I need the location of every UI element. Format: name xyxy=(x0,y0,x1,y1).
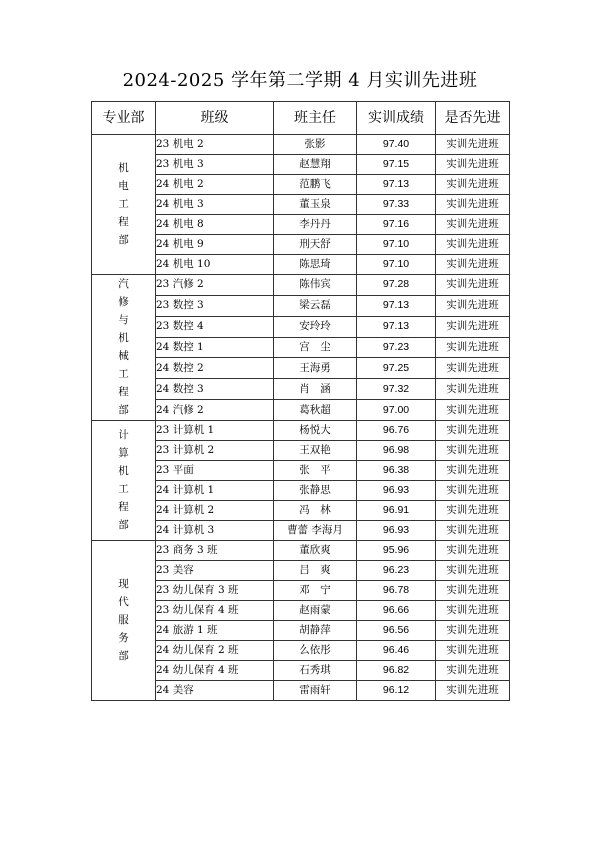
score-cell: 97.10 xyxy=(357,235,436,255)
class-cell: 23 机电 3 xyxy=(156,155,274,175)
class-cell: 24 机电 9 xyxy=(156,235,274,255)
class-cell: 23 计算机 1 xyxy=(156,421,274,441)
score-cell: 96.12 xyxy=(357,681,436,701)
score-cell: 96.76 xyxy=(357,421,436,441)
advanced-cell: 实训先进班 xyxy=(436,541,510,561)
class-cell: 23 幼儿保育 3 班 xyxy=(156,581,274,601)
teacher-cell: 安玲玲 xyxy=(274,316,357,337)
advanced-cell: 实训先进班 xyxy=(436,461,510,481)
advanced-cell: 实训先进班 xyxy=(436,155,510,175)
advanced-cell: 实训先进班 xyxy=(436,501,510,521)
score-cell: 96.66 xyxy=(357,601,436,621)
score-cell: 97.10 xyxy=(357,255,436,275)
advanced-cell: 实训先进班 xyxy=(436,255,510,275)
class-cell: 24 机电 3 xyxy=(156,195,274,215)
advanced-class-table xyxy=(91,101,510,701)
class-cell: 23 幼儿保育 4 班 xyxy=(156,601,274,621)
score-cell: 96.78 xyxy=(357,581,436,601)
advanced-cell: 实训先进班 xyxy=(436,421,510,441)
header-teacher: 班主任 xyxy=(274,102,357,135)
teacher-cell: 胡静萍 xyxy=(274,621,357,641)
teacher-cell: 李丹丹 xyxy=(274,215,357,235)
class-cell: 24 机电 10 xyxy=(156,255,274,275)
score-cell: 97.28 xyxy=(357,275,436,296)
class-cell: 24 计算机 1 xyxy=(156,481,274,501)
score-cell: 96.93 xyxy=(357,521,436,541)
teacher-cell: 赵慧翔 xyxy=(274,155,357,175)
score-cell: 97.23 xyxy=(357,337,436,358)
table-row xyxy=(92,275,510,296)
advanced-cell: 实训先进班 xyxy=(436,581,510,601)
class-cell: 23 机电 2 xyxy=(156,135,274,155)
teacher-cell: 么依彤 xyxy=(274,641,357,661)
class-cell: 24 数控 2 xyxy=(156,358,274,379)
teacher-cell: 邓 宁 xyxy=(274,581,357,601)
score-cell: 97.15 xyxy=(357,155,436,175)
score-cell: 96.93 xyxy=(357,481,436,501)
table-row xyxy=(92,135,510,155)
teacher-cell: 张影 xyxy=(274,135,357,155)
class-cell: 23 数控 3 xyxy=(156,295,274,316)
class-cell: 23 平面 xyxy=(156,461,274,481)
table-row xyxy=(92,541,510,561)
score-cell: 97.33 xyxy=(357,195,436,215)
advanced-cell: 实训先进班 xyxy=(436,337,510,358)
advanced-cell: 实训先进班 xyxy=(436,175,510,195)
score-cell: 97.13 xyxy=(357,175,436,195)
advanced-cell: 实训先进班 xyxy=(436,481,510,501)
class-cell: 24 数控 3 xyxy=(156,379,274,400)
score-cell: 97.32 xyxy=(357,379,436,400)
score-cell: 97.13 xyxy=(357,295,436,316)
department-name: 现代服务部 xyxy=(118,578,129,662)
advanced-cell: 实训先进班 xyxy=(436,135,510,155)
teacher-cell: 董玉泉 xyxy=(274,195,357,215)
teacher-cell: 陈思琦 xyxy=(274,255,357,275)
teacher-cell: 范鹏飞 xyxy=(274,175,357,195)
advanced-cell: 实训先进班 xyxy=(436,641,510,661)
header-score: 实训成绩 xyxy=(357,102,436,135)
department-name: 机电工程部 xyxy=(118,162,129,246)
teacher-cell: 雷雨轩 xyxy=(274,681,357,701)
teacher-cell: 董欣爽 xyxy=(274,541,357,561)
class-cell: 23 汽修 2 xyxy=(156,275,274,296)
class-cell: 24 旅游 1 班 xyxy=(156,621,274,641)
class-cell: 24 机电 8 xyxy=(156,215,274,235)
score-cell: 97.16 xyxy=(357,215,436,235)
advanced-cell: 实训先进班 xyxy=(436,661,510,681)
teacher-cell: 王双艳 xyxy=(274,441,357,461)
class-cell: 23 数控 4 xyxy=(156,316,274,337)
header-department: 专业部 xyxy=(92,102,156,135)
advanced-cell: 实训先进班 xyxy=(436,215,510,235)
advanced-cell: 实训先进班 xyxy=(436,400,510,421)
score-cell: 96.23 xyxy=(357,561,436,581)
score-cell: 97.25 xyxy=(357,358,436,379)
teacher-cell: 宫 尘 xyxy=(274,337,357,358)
score-cell: 97.00 xyxy=(357,400,436,421)
page-title: 2024-2025 学年第二学期 4 月实训先进班 xyxy=(122,70,478,91)
class-cell: 24 计算机 2 xyxy=(156,501,274,521)
advanced-cell: 实训先进班 xyxy=(436,379,510,400)
score-cell: 96.56 xyxy=(357,621,436,641)
advanced-cell: 实训先进班 xyxy=(436,295,510,316)
advanced-cell: 实训先进班 xyxy=(436,195,510,215)
class-cell: 24 美容 xyxy=(156,681,274,701)
department-cell xyxy=(92,275,156,421)
teacher-cell: 王海勇 xyxy=(274,358,357,379)
score-cell: 96.98 xyxy=(357,441,436,461)
department-name: 汽修与机械工程部 xyxy=(118,278,129,416)
class-cell: 24 幼儿保育 4 班 xyxy=(156,661,274,681)
header-row xyxy=(92,102,510,135)
teacher-cell: 赵雨蒙 xyxy=(274,601,357,621)
score-cell: 96.91 xyxy=(357,501,436,521)
class-cell: 24 数控 1 xyxy=(156,337,274,358)
class-cell: 23 计算机 2 xyxy=(156,441,274,461)
teacher-cell: 吕 爽 xyxy=(274,561,357,581)
score-cell: 97.13 xyxy=(357,316,436,337)
advanced-cell: 实训先进班 xyxy=(436,601,510,621)
advanced-cell: 实训先进班 xyxy=(436,235,510,255)
score-cell: 97.40 xyxy=(357,135,436,155)
advanced-cell: 实训先进班 xyxy=(436,561,510,581)
advanced-cell: 实训先进班 xyxy=(436,358,510,379)
score-cell: 96.82 xyxy=(357,661,436,681)
advanced-cell: 实训先进班 xyxy=(436,441,510,461)
teacher-cell: 张 平 xyxy=(274,461,357,481)
header-advanced: 是否先进 xyxy=(436,102,510,135)
advanced-cell: 实训先进班 xyxy=(436,316,510,337)
header-class: 班级 xyxy=(156,102,274,135)
teacher-cell: 杨悦大 xyxy=(274,421,357,441)
advanced-cell: 实训先进班 xyxy=(436,621,510,641)
teacher-cell: 冯 林 xyxy=(274,501,357,521)
class-cell: 23 商务 3 班 xyxy=(156,541,274,561)
department-cell xyxy=(92,421,156,541)
teacher-cell: 石秀琪 xyxy=(274,661,357,681)
class-cell: 24 汽修 2 xyxy=(156,400,274,421)
score-cell: 96.38 xyxy=(357,461,436,481)
department-cell xyxy=(92,135,156,275)
teacher-cell: 肖 涵 xyxy=(274,379,357,400)
teacher-cell: 葛秋超 xyxy=(274,400,357,421)
teacher-cell: 张静思 xyxy=(274,481,357,501)
class-cell: 24 幼儿保育 2 班 xyxy=(156,641,274,661)
advanced-cell: 实训先进班 xyxy=(436,681,510,701)
score-cell: 96.46 xyxy=(357,641,436,661)
advanced-cell: 实训先进班 xyxy=(436,275,510,296)
teacher-cell: 曹蕾 李海月 xyxy=(274,521,357,541)
class-cell: 24 机电 2 xyxy=(156,175,274,195)
teacher-cell: 陈伟宾 xyxy=(274,275,357,296)
teacher-cell: 刑天舒 xyxy=(274,235,357,255)
advanced-cell: 实训先进班 xyxy=(436,521,510,541)
class-cell: 23 美容 xyxy=(156,561,274,581)
department-cell xyxy=(92,541,156,701)
table-row xyxy=(92,421,510,441)
teacher-cell: 梁云磊 xyxy=(274,295,357,316)
department-name: 计算机工程部 xyxy=(118,429,129,531)
score-cell: 95.96 xyxy=(357,541,436,561)
class-cell: 24 计算机 3 xyxy=(156,521,274,541)
